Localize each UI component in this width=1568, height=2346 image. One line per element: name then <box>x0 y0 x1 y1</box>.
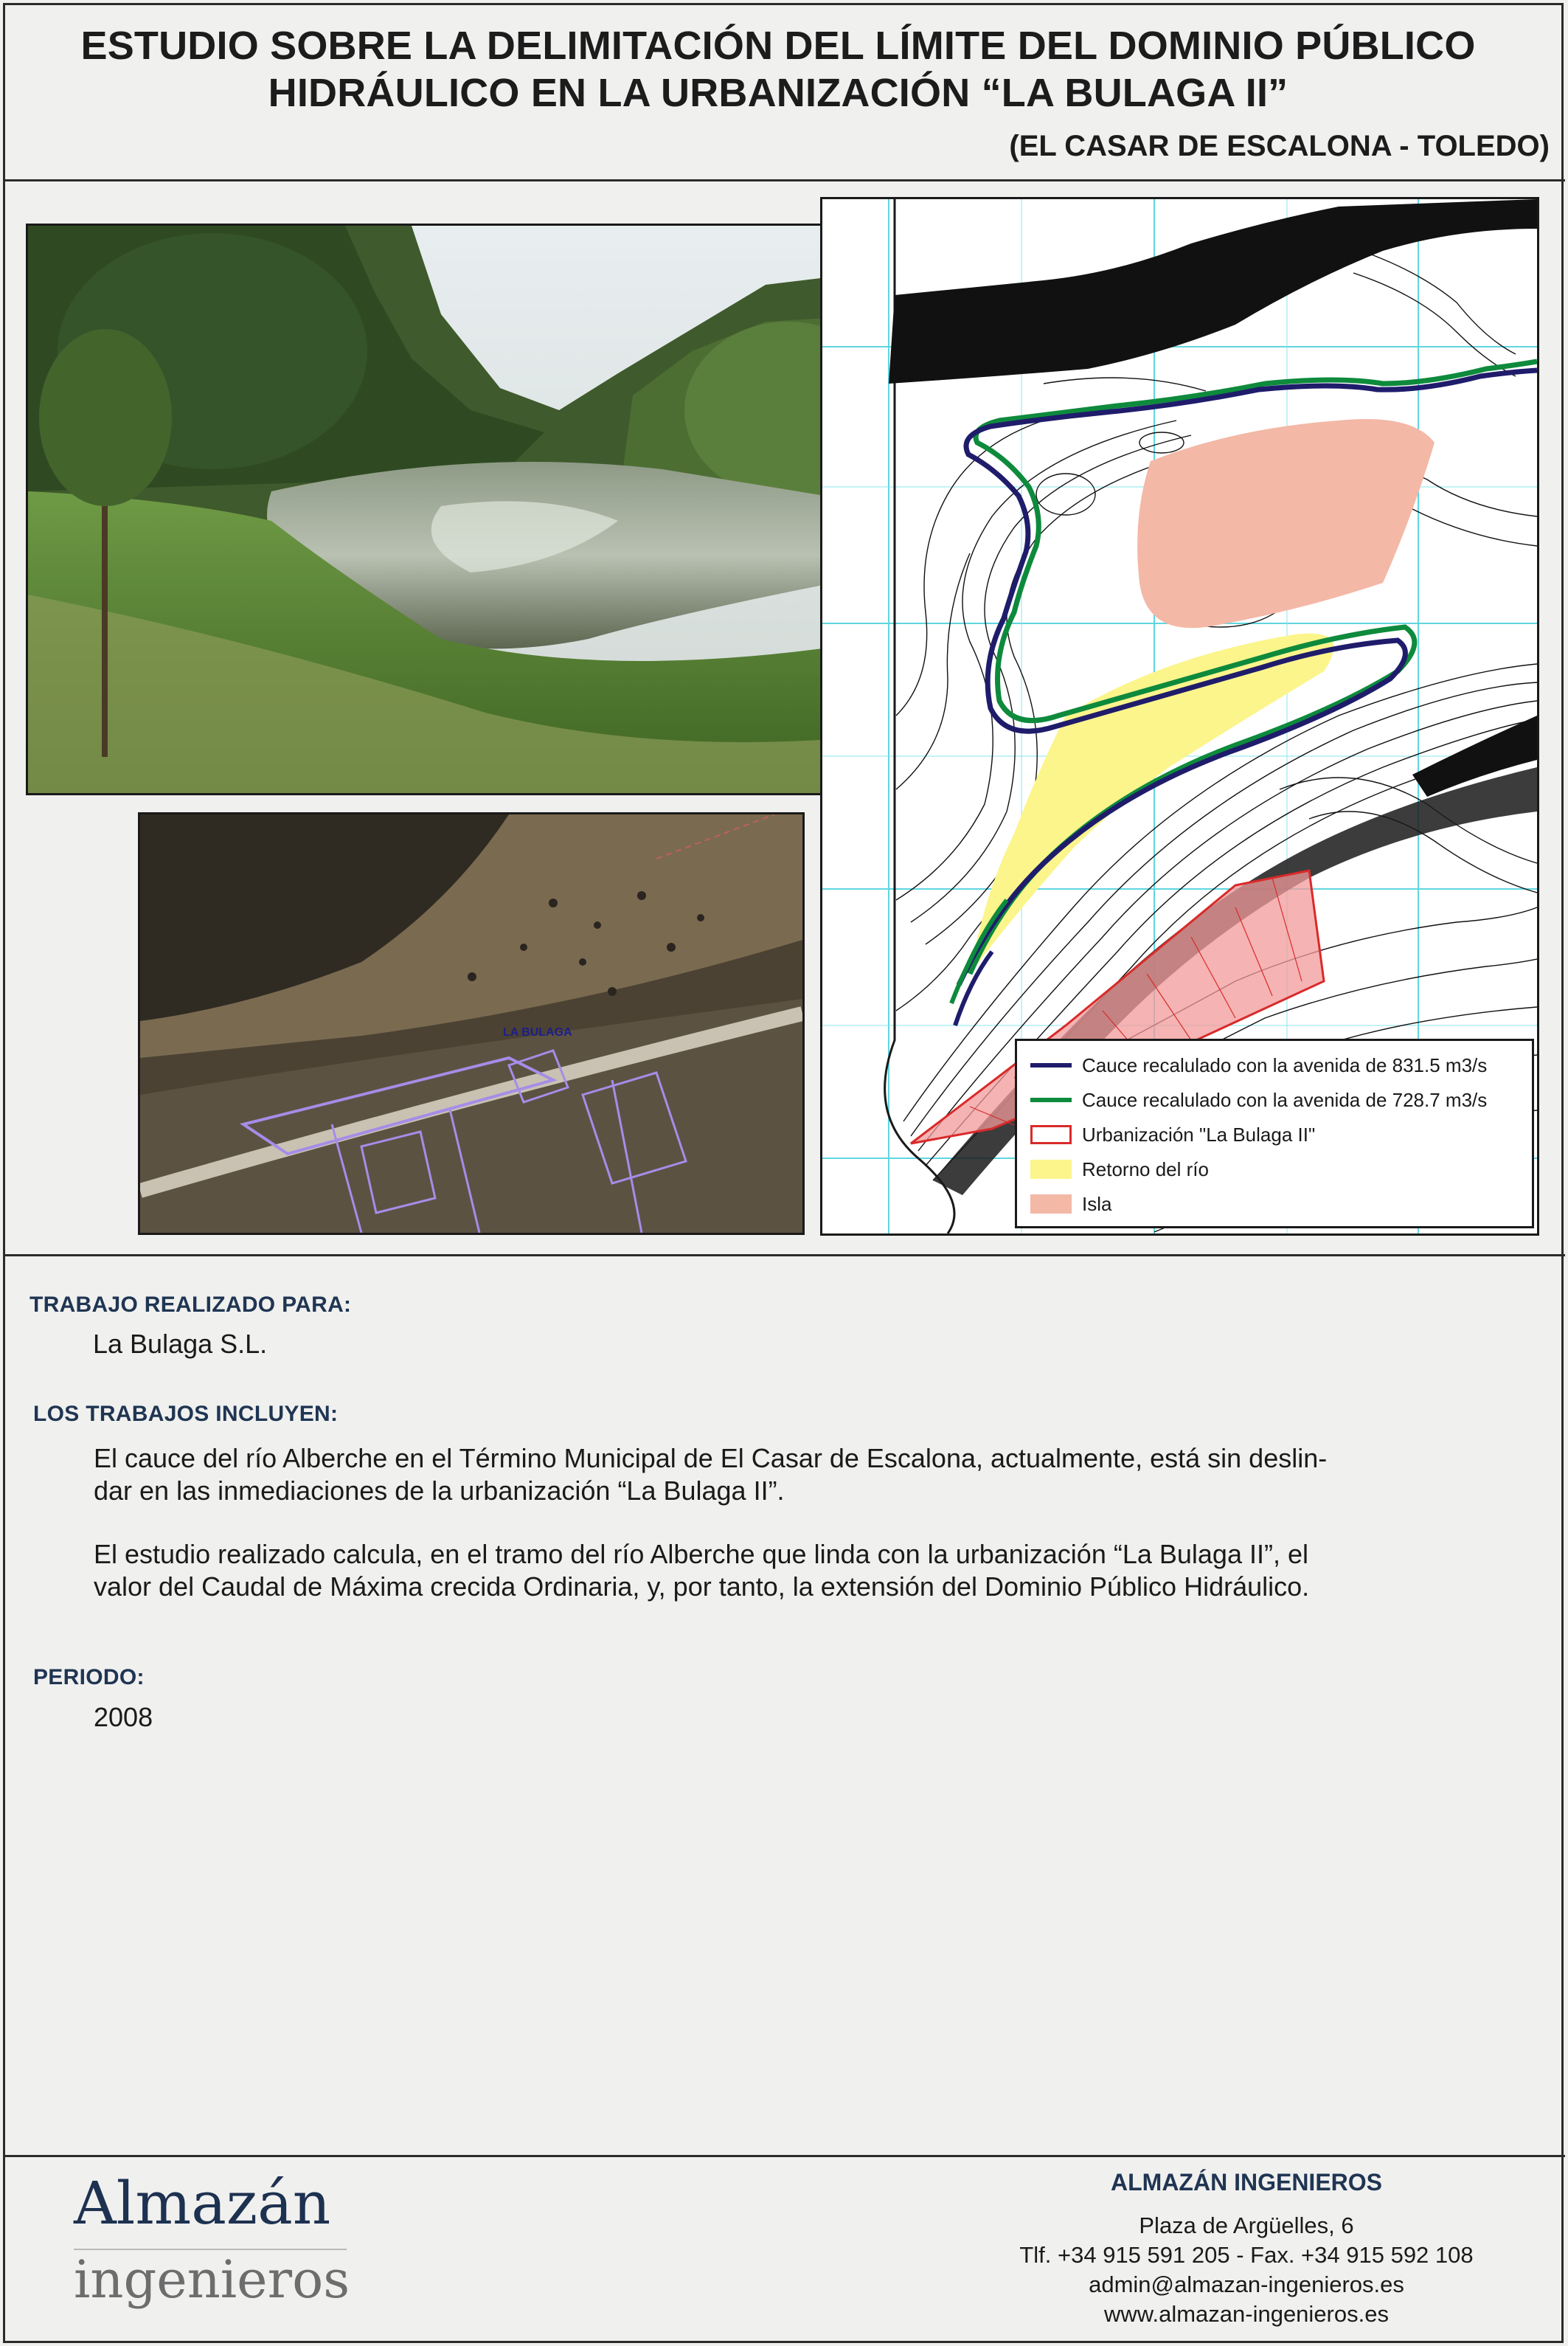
location-subtitle: (EL CASAR DE ESCALONA - TOLEDO) <box>1009 130 1550 162</box>
address: Plaza de Argüelles, 6 <box>1139 2212 1354 2238</box>
legend-label: Cauce recalulado con la avenida de 728.7 m3/s <box>1082 1088 1488 1111</box>
legend-line-blue <box>1030 1063 1072 1068</box>
logo-almazan: Almazán <box>74 2169 331 2238</box>
legend-item <box>1030 1155 1209 1184</box>
work-paragraph-1 <box>94 1442 1327 1507</box>
images-divider <box>3 1254 1565 1256</box>
legend-label: Retorno del río <box>1082 1158 1209 1180</box>
header-divider <box>3 179 1565 181</box>
work-p2-line-2: valor del Caudal de Máxima crecida Ordinaria, y, por tanto, la extensión del Dominio Público Hidráulico. <box>94 1571 1310 1602</box>
footer-divider <box>3 2155 1565 2157</box>
work-p1-line-2: dar en las inmediaciones de la urbanización “La Bulaga II”. <box>94 1475 785 1506</box>
legend-item <box>1030 1189 1111 1219</box>
phone-fax: Tlf. +34 915 591 205 - Fax. +34 915 592 108 <box>1019 2242 1474 2268</box>
legend-line-green <box>1030 1098 1072 1102</box>
title-line-1: ESTUDIO SOBRE LA DELIMITACIÓN DEL LÍMITE DEL DOMINIO PÚBLICO <box>80 24 1476 68</box>
legend-item <box>1030 1051 1487 1080</box>
legend-item <box>1030 1120 1315 1149</box>
website-link[interactable]: www.almazan-ingenieros.es <box>1104 2301 1389 2327</box>
work-p2-line-1: El estudio realizado calcula, en el tramo del río Alberche que linda con la urbanización “La Bulaga II”, el <box>94 1539 1308 1569</box>
title-line-2: HIDRÁULICO EN LA URBANIZACIÓN “LA BULAGA II” <box>268 71 1288 115</box>
legend-item <box>1030 1085 1487 1115</box>
page-title <box>44 22 1512 117</box>
work-label: LOS TRABAJOS INCLUYEN: <box>33 1402 339 1426</box>
email-link[interactable]: admin@almazan-ingenieros.es <box>1089 2271 1404 2297</box>
legend-swatch-isla <box>1030 1194 1072 1214</box>
logo-ingenieros: ingenieros <box>74 2249 350 2310</box>
legend-label: Urbanización "La Bulaga II" <box>1082 1123 1316 1146</box>
legend-label: Isla <box>1082 1192 1112 1215</box>
work-paragraph-2 <box>94 1538 1309 1603</box>
company-name: ALMAZÁN INGENIEROS <box>1111 2169 1382 2196</box>
client-value: La Bulaga S.L. <box>93 1329 268 1359</box>
work-p1-line-1: El cauce del río Alberche en el Término Municipal de El Casar de Escalona, actualmente, está sin deslin- <box>94 1443 1328 1473</box>
legend-label: Cauce recalulado con la avenida de 831.5 m3/s <box>1082 1053 1488 1076</box>
river-photo <box>26 224 890 795</box>
map-legend <box>1015 1039 1534 1228</box>
period-label: PERIODO: <box>33 1665 145 1689</box>
period-value: 2008 <box>94 1702 153 1732</box>
contact-block <box>922 2169 1568 2329</box>
legend-swatch-retorno <box>1030 1160 1072 1179</box>
aerial-image <box>138 812 805 1235</box>
legend-swatch-urbanization <box>1030 1125 1072 1144</box>
client-label: TRABAJO REALIZADO PARA: <box>30 1293 352 1317</box>
aerial-place-label: LA BULAGA <box>503 1026 572 1039</box>
